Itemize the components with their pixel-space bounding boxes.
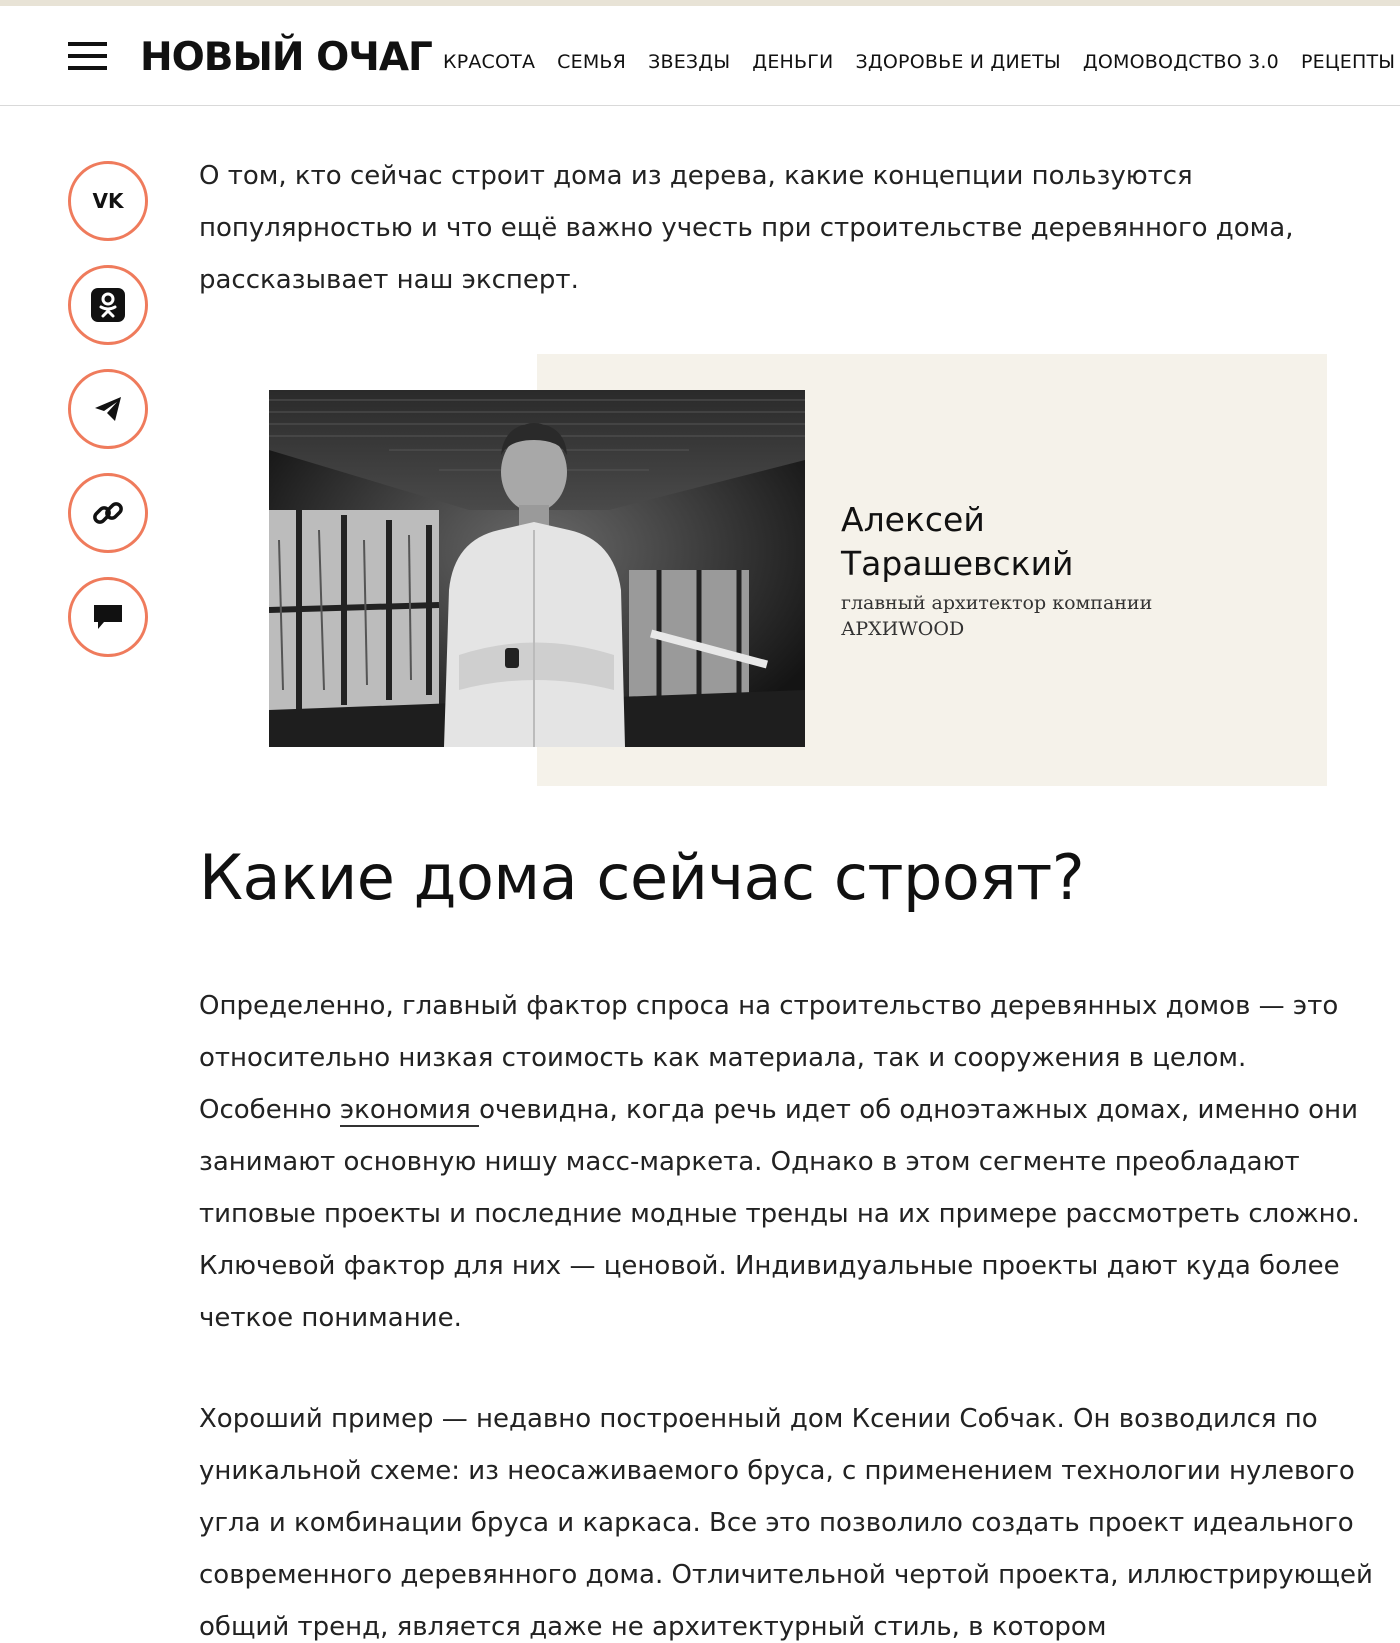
expert-last-name: Тарашевский [841,544,1074,583]
paragraph-text: очевидна, когда речь идет об одноэтажных домах, именно они занимают основную нишу масс-маркета. Однако в этом сегменте преобладают типовые проекты и последние модные тренды на их примере рассмотреть сложно. Ключевой фактор для них — ценовой. Индивидуальные проекты дают куда более четкое понимание. [199,1095,1360,1333]
nav-item-money[interactable]: ДЕНЬГИ [752,51,834,73]
section-heading: Какие дома сейчас строят? [199,841,1085,914]
paragraph-text: Определенно, главный фактор спроса на строительство деревянных домов — это относительно низкая стоимость как материала, так и сооружения в целом. Особенно [199,991,1339,1125]
expert-company: АРХИWOOD [841,618,965,640]
nav-item-family[interactable]: СЕМЬЯ [557,51,627,73]
share-panel [68,161,154,681]
menu-icon[interactable] [68,42,108,72]
comment-icon [91,602,125,632]
article-intro: О том, кто сейчас строит дома из дерева, какие концепции пользуются популярностью и что ещё важно учесть при строительстве деревянного дома, рассказывает наш эксперт. [199,161,1294,295]
site-logo[interactable]: НОВЫЙ ОЧАГ [140,35,432,80]
link-icon [91,496,125,530]
nav-item-recipes[interactable]: РЕЦЕПТЫ [1300,51,1396,73]
economy-link[interactable]: экономия [339,1095,480,1125]
vk-icon [88,189,128,213]
expert-name [841,498,1281,586]
expert-portrait-image [269,390,805,747]
expert-first-name: Алексей [841,500,985,539]
expert-card [199,354,1329,786]
expert-photo [269,390,805,747]
expert-role-title: главный архитектор компании [841,592,1153,614]
svg-text:VK: VK [92,189,124,213]
expert-role [841,590,1281,642]
share-ok-button[interactable] [68,265,148,345]
nav-item-health[interactable]: ЗДОРОВЬЕ И ДИЕТЫ [855,51,1061,73]
menu-icon-line [68,54,107,58]
comments-button[interactable] [68,577,148,657]
menu-icon-line [68,66,107,70]
share-telegram-button[interactable] [68,369,148,449]
article-paragraph: Хороший пример — недавно построенный дом Ксении Собчак. Он возводился по уникальной схеме: из неосаживаемого бруса, с применением технологии нулевого угла и комбинации бруса и каркаса. Все это позволило создать проект идеального современного деревянного дома. Отличительной чертой проекта, иллюстрирующей общий тренд, является даже не архитектурный стиль, в котором [199,1404,1373,1642]
nav-item-stars[interactable]: ЗВЕЗДЫ [648,51,731,73]
copy-link-button[interactable] [68,473,148,553]
telegram-icon [93,395,123,423]
site-header [0,6,1400,106]
share-vk-button[interactable] [68,161,148,241]
nav-item-beauty[interactable]: КРАСОТА [443,51,536,73]
main-nav [443,42,1400,82]
menu-icon-line [68,42,107,46]
odnoklassniki-icon [91,288,125,322]
article-paragraph [199,980,1379,1344]
nav-item-housekeeping[interactable]: ДОМОВОДСТВО 3.0 [1082,51,1279,73]
